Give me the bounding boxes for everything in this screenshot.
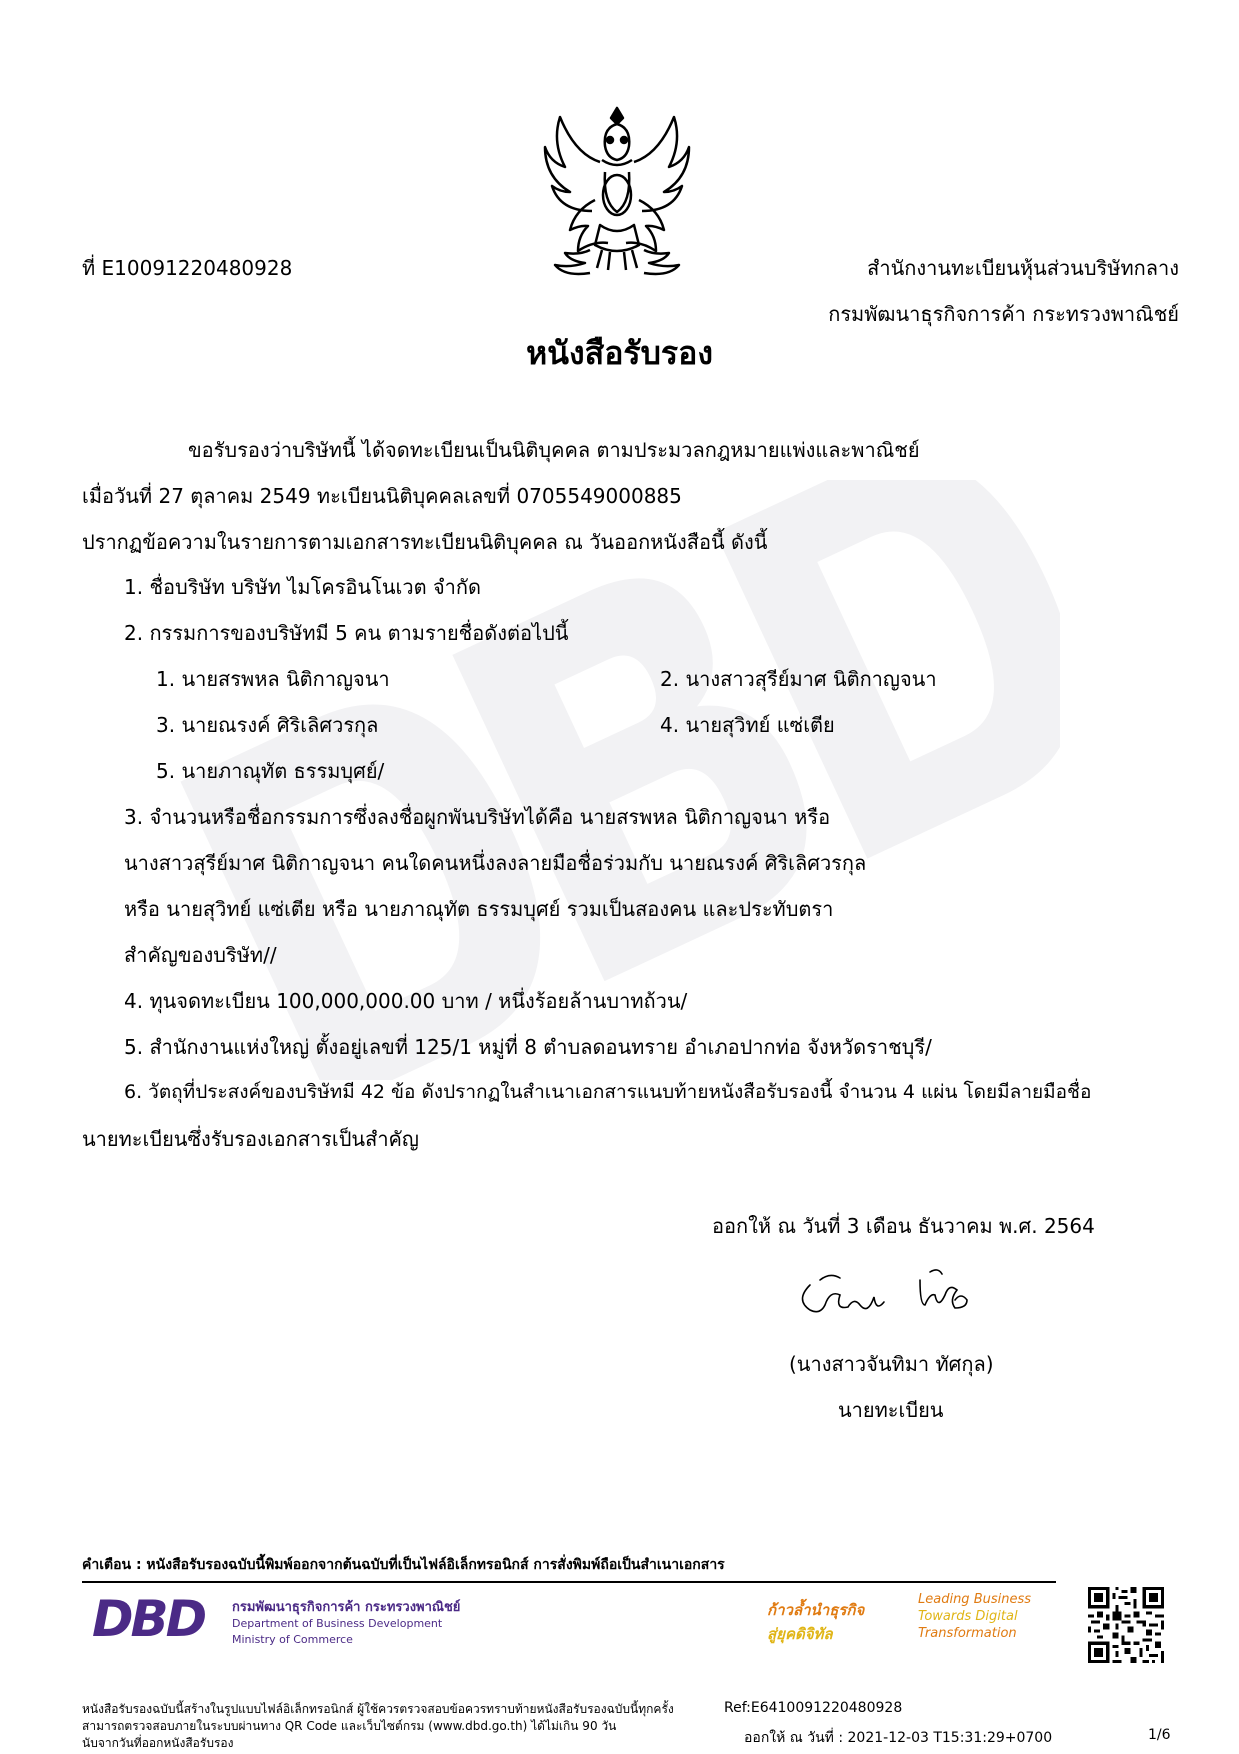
item-signing-line-2: นางสาวสุรีย์มาศ นิติกาญจนา คนใดคนหนึ่งลงลายมือชื่อร่วมกับ นายณรงค์ ศิริเลิศวรกุล	[124, 851, 867, 875]
issue-date: ออกให้ ณ วันที่ 3 เดือน ธันวาคม พ.ศ. 2564	[712, 1214, 1095, 1238]
director-3: 3. นายณรงค์ ศิริเลิศวรกุล	[156, 713, 379, 737]
director-5: 5. นายภาณุทัต ธรรมบุศย์/	[156, 759, 385, 783]
qr-code-icon[interactable]	[1088, 1587, 1164, 1663]
issued-timestamp: ออกให้ ณ วันที่ : 2021-12-03 T15:31:29+0700	[744, 1730, 1053, 1746]
footer-note-3: นับจากวันที่ออกหนังสือรับรอง	[82, 1736, 234, 1750]
registrar-title: นายทะเบียน	[838, 1398, 944, 1422]
item-signing-line-4: สำคัญของบริษัท//	[124, 943, 277, 967]
footer-warning: คำเตือน : หนังสือรับรองฉบับนี้พิมพ์ออกจากต้นฉบับที่เป็นไฟล์อิเล็กทรอนิกส์ การสั่งพิมพ์ถือเป็นสำเนาเอกสาร	[82, 1557, 725, 1573]
item-signing-line-3: หรือ นายสุวิทย์ แซ่เตีย หรือ นายภาณุทัต ธรรมบุศย์ รวมเป็นสองคน และประทับตรา	[124, 897, 834, 921]
slogan-thai-1: ก้าวล้ำนำธุรกิจ	[767, 1601, 865, 1619]
dept-name-en: Department of Business Development	[232, 1617, 443, 1630]
item-objectives-line-2: นายทะเบียนซึ่งรับรองเอกสารเป็นสำคัญ	[82, 1127, 419, 1151]
director-2: 2. นางสาวสุรีย์มาศ นิติกาญจนา	[660, 667, 937, 691]
document-number: ที่ E10091220480928	[82, 256, 293, 280]
dbd-logo-text: DBD	[92, 1590, 205, 1648]
ministry-name: กรมพัฒนาธุรกิจการค้า กระทรวงพาณิชย์	[828, 302, 1179, 326]
footer-note-1: หนังสือรับรองฉบับนี้สร้างในรูปแบบไฟล์อิเล็กทรอนิกส์ ผู้ใช้ควรตรวจสอบข้อควรทราบท้ายหนังสือรับรองฉบับนี้ทุกครั้ง	[82, 1702, 674, 1716]
slogan-en-3: Transformation	[918, 1626, 1017, 1641]
document-title: หนังสือรับรอง	[526, 334, 713, 372]
dbd-logo	[92, 1590, 204, 1648]
item-directors-count: 2. กรรมการของบริษัทมี 5 คน ตามรายชื่อดังต่อไปนี้	[124, 621, 569, 645]
intro-line-1: ขอรับรองว่าบริษัทนี้ ได้จดทะเบียนเป็นนิติบุคคล ตามประมวลกฎหมายแพ่งและพาณิชย์	[188, 438, 920, 462]
registrar-name: (นางสาวจันทิมา ทัศกุล)	[789, 1352, 994, 1376]
director-1: 1. นายสรพหล นิติกาญจนา	[156, 667, 390, 691]
slogan-en-1: Leading Business	[918, 1592, 1032, 1607]
intro-line-3: ปรากฏข้อความในรายการตามเอกสารทะเบียนนิติบุคคล ณ วันออกหนังสือนี้ ดังนี้	[82, 530, 768, 554]
slogan-thai-2: สู่ยุคดิจิทัล	[767, 1625, 833, 1643]
registrar-signature	[790, 1260, 990, 1330]
ministry-name-en: Ministry of Commerce	[232, 1633, 353, 1646]
office-name: สำนักงานทะเบียนหุ้นส่วนบริษัทกลาง	[867, 256, 1179, 280]
slogan-en-2: Towards Digital	[918, 1609, 1018, 1624]
item-capital: 4. ทุนจดทะเบียน 100,000,000.00 บาท / หนึ่งร้อยล้านบาทถ้วน/	[124, 989, 688, 1013]
page-number: 1/6	[1148, 1727, 1171, 1743]
item-head-office: 5. สำนักงานแห่งใหญ่ ตั้งอยู่เลขที่ 125/1 หมู่ที่ 8 ตำบลดอนทราย อำเภอปากท่อ จังหวัดราชบุรี/	[124, 1035, 932, 1059]
garuda-emblem-icon	[540, 100, 695, 280]
dept-name-thai: กรมพัฒนาธุรกิจการค้า กระทรวงพาณิชย์	[232, 1600, 461, 1615]
footer-note-2: สามารถตรวจสอบภายในระบบผ่านทาง QR Code และเว็บไซต์กรม (www.dbd.go.th) ได้ไม่เกิน 90 วัน	[82, 1719, 617, 1733]
item-signing-line-1: 3. จำนวนหรือชื่อกรรมการซึ่งลงชื่อผูกพันบริษัทได้คือ นายสรพหล นิติกาญจนา หรือ	[124, 805, 831, 829]
item-company-name: 1. ชื่อบริษัท บริษัท ไมโครอินโนเวต จำกัด	[124, 575, 482, 599]
intro-line-2: เมื่อวันที่ 27 ตุลาคม 2549 ทะเบียนนิติบุคคลเลขที่ 0705549000885	[82, 484, 682, 508]
footer-divider	[82, 1581, 1056, 1583]
director-4: 4. นายสุวิทย์ แซ่เตีย	[660, 713, 835, 737]
item-objectives-line-1: 6. วัตถุที่ประสงค์ของบริษัทมี 42 ข้อ ดังปรากฏในสำเนาเอกสารแนบท้ายหนังสือรับรองนี้ จำนวน 4 แผ่น โดยมีลายมือชื่อ	[124, 1081, 1092, 1103]
reference-number: Ref:E6410091220480928	[724, 1700, 903, 1716]
